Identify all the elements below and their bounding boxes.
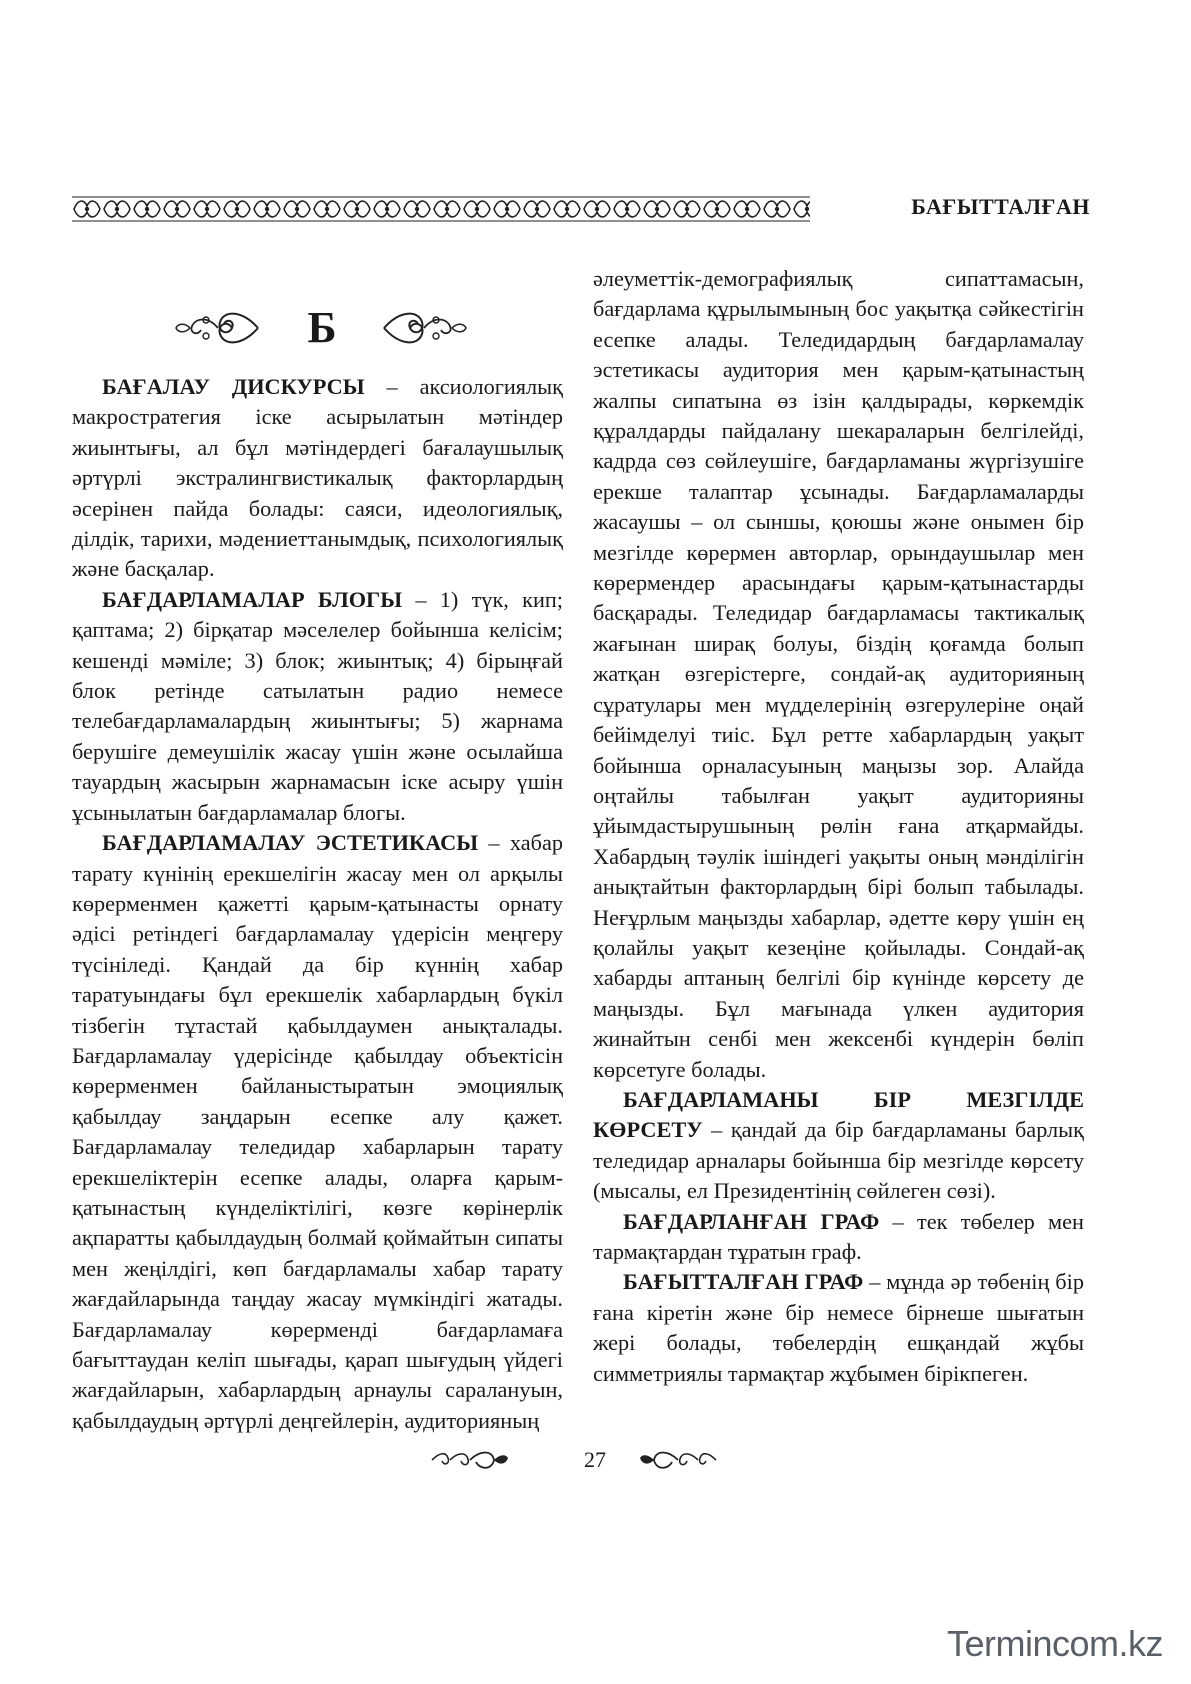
entry-text: әлеуметтік-демографиялық сипаттамасын, бағдарлама құрылымының бос уақытқа сәйкестігін есепке алады. Теледидардың бағдарламалау эстетикасы аудитория мен қарым-қатынастың жалпы сипатына өз ізін қалдырады, көркемдік құралдарды пайдалану шекараларын белгілейді, кадрда сөз сөйлеушіге, бағдарламаны жүргізушіге ерекше талаптар ұсынады. Бағдарламаларды жасаушы – ол сыншы, қоюшы және онымен бір мезгілде көрермен авторлар, орындаушылар мен көрермендер арасындағы қарым-қатынастарды басқарады. Теледидар бағдарламасы тактикалық жағынан ширақ болуы, біздің қоғамда болып жатқан өзгерістерге, сондай-ақ аудиторияның сұратулары мен мүдделерінің өзгерулеріне оңай бейімделуі тиіс. Бұл ретте хабарлардың уақыт бойынша орналасуының маңызы зор. Алайда оңтайлы табылған уақыт аудиторияны ұйымдастырушының рөлін ғана атқармайды. Хабардың тәулік ішіндегі уақыты оның мәнділігін анықтайтын факторлардың бірі болып табылады. Неғұрлым маңызды хабарлар, әдетте көру үшін ең қолайлы уақыт кезеңіне қойылады. Сондай-ақ хабарды аптаның белгілі бір күнінде көрсету де маңызды. Бұл мағынада үлкен аудитория жинайтын сенбі мен жексенбі күндерін бөліп көрсетуге болады.	[593, 266, 1084, 1082]
entry-text: – тек төбелер мен тармақтардан тұратын граф.	[593, 1208, 1084, 1264]
entry-term: БАҒДАРЛАМАЛАР БЛОГЫ	[102, 586, 403, 612]
entry	[72, 585, 563, 828]
left-flourish-icon	[172, 306, 262, 350]
entry	[72, 372, 563, 585]
running-head: БАҒЫТТАЛҒАН	[911, 194, 1090, 219]
entry-text: – мұнда әр төбенің бір ғана кіретін және бір немесе бірнеше шығатын жері болады, төбелердің ешқандай жұбы симметриялы тармақтар жұбымен бірікпеген.	[593, 1269, 1084, 1386]
entry-text: – қандай да бір бағдарламаны барлық теледидар арналары бойынша бір мезгілде көрсету (мысалы, ел Президентінің сөйлеген сөзі).	[593, 1117, 1084, 1204]
entry-text: – аксиологиялық макростратегия іске асырылатын мәтіндер жиынтығы, ал бұл мәтіндердегі бағалаушылық әртүрлі экстралингвистикалық факторлардың әсерінен пайда болады: саяси, идеологиялық, ділдік, тарихи, мәдениеттанымдық, психологиялық және басқалар.	[72, 374, 563, 582]
page-number: 27	[584, 1447, 606, 1472]
footer-right-flourish-icon	[638, 1448, 718, 1472]
right-flourish-icon	[380, 306, 470, 350]
entry	[593, 1267, 1084, 1389]
section-letter: Б	[307, 303, 337, 352]
right-column	[593, 264, 1084, 1389]
entry-term: БАҒДАРЛАНҒАН ГРАФ	[623, 1208, 880, 1234]
entry-continuation	[593, 264, 1084, 1085]
entry-text: – хабар тарату күнінің ерекшелігін жасау мен ол арқылы көрерменмен қажетті қарым-қатынасты орнату әдісі ретіндегі бағдарламалау үдерісін меңгеру түсініледі. Қандай да бір күннің хабар таратуындағы бұл ерекшелік хабарлардың бүкіл тізбегін тұтастай қабылдаумен анықталады. Бағдарламалау үдерісінде қабылдау объектісін көрерменмен байланыстыратын эмоциялық қабылдау заңдарын есепке алу қажет. Бағдарламалау теледидар хабарларын тарату ерекшеліктерін есепке алады, оларға қарым-қатынастың күнделіктілігі, көзге көрінерлік ақпаратты қабылдаудың болмай қоймайтын сипаты мен жеңілдігі, көп бағдарламалы хабар тарату жағдайларында таңдау жасау мүмкіндігі жатады. Бағдарламалау көрерменді бағдарламаға бағыттаудан келіп шығады, қарап шығудың үйдегі жағдайларын, хабарлардың арнаулы саралануын, қабылдаудың әртүрлі деңгейлерін, аудиторияның	[72, 830, 563, 1433]
entry	[72, 828, 563, 1436]
entry-text: – 1) түк, кип; қаптама; 2) бірқатар мәселелер бойынша келісім; кешенді мәміле; 3) блок; жиынтық; 4) бірыңғай блок ретінде сатылатын радио немесе телебағдарламалардың жиынтығы; 5) жарнама берушіге демеушілік жасау үшін және осылайша тауардың жасырын жарнамасын іске асыру үшін ұсынылатын бағдарламалар блогы.	[72, 586, 563, 825]
entry-term: БАҒДАРЛАМАЛАУ ЭСТЕТИКАСЫ	[102, 830, 479, 856]
page-footer	[430, 1440, 760, 1480]
site-watermark: Termincom.kz	[946, 1623, 1163, 1664]
entry-term: БАҒЫТТАЛҒАН ГРАФ	[623, 1269, 864, 1295]
section-letter-block	[172, 298, 472, 358]
entry-term: БАҒАЛАУ ДИСКУРСЫ	[102, 374, 365, 399]
entry	[593, 1085, 1084, 1207]
header-ornamental-border	[72, 194, 810, 224]
footer-left-flourish-icon	[430, 1448, 510, 1472]
entry	[593, 1207, 1084, 1268]
entry-term: БАҒДАРЛАМАНЫ БІР МЕЗГІЛДЕ КӨРСЕТУ	[593, 1086, 1084, 1143]
left-column	[72, 372, 563, 1436]
